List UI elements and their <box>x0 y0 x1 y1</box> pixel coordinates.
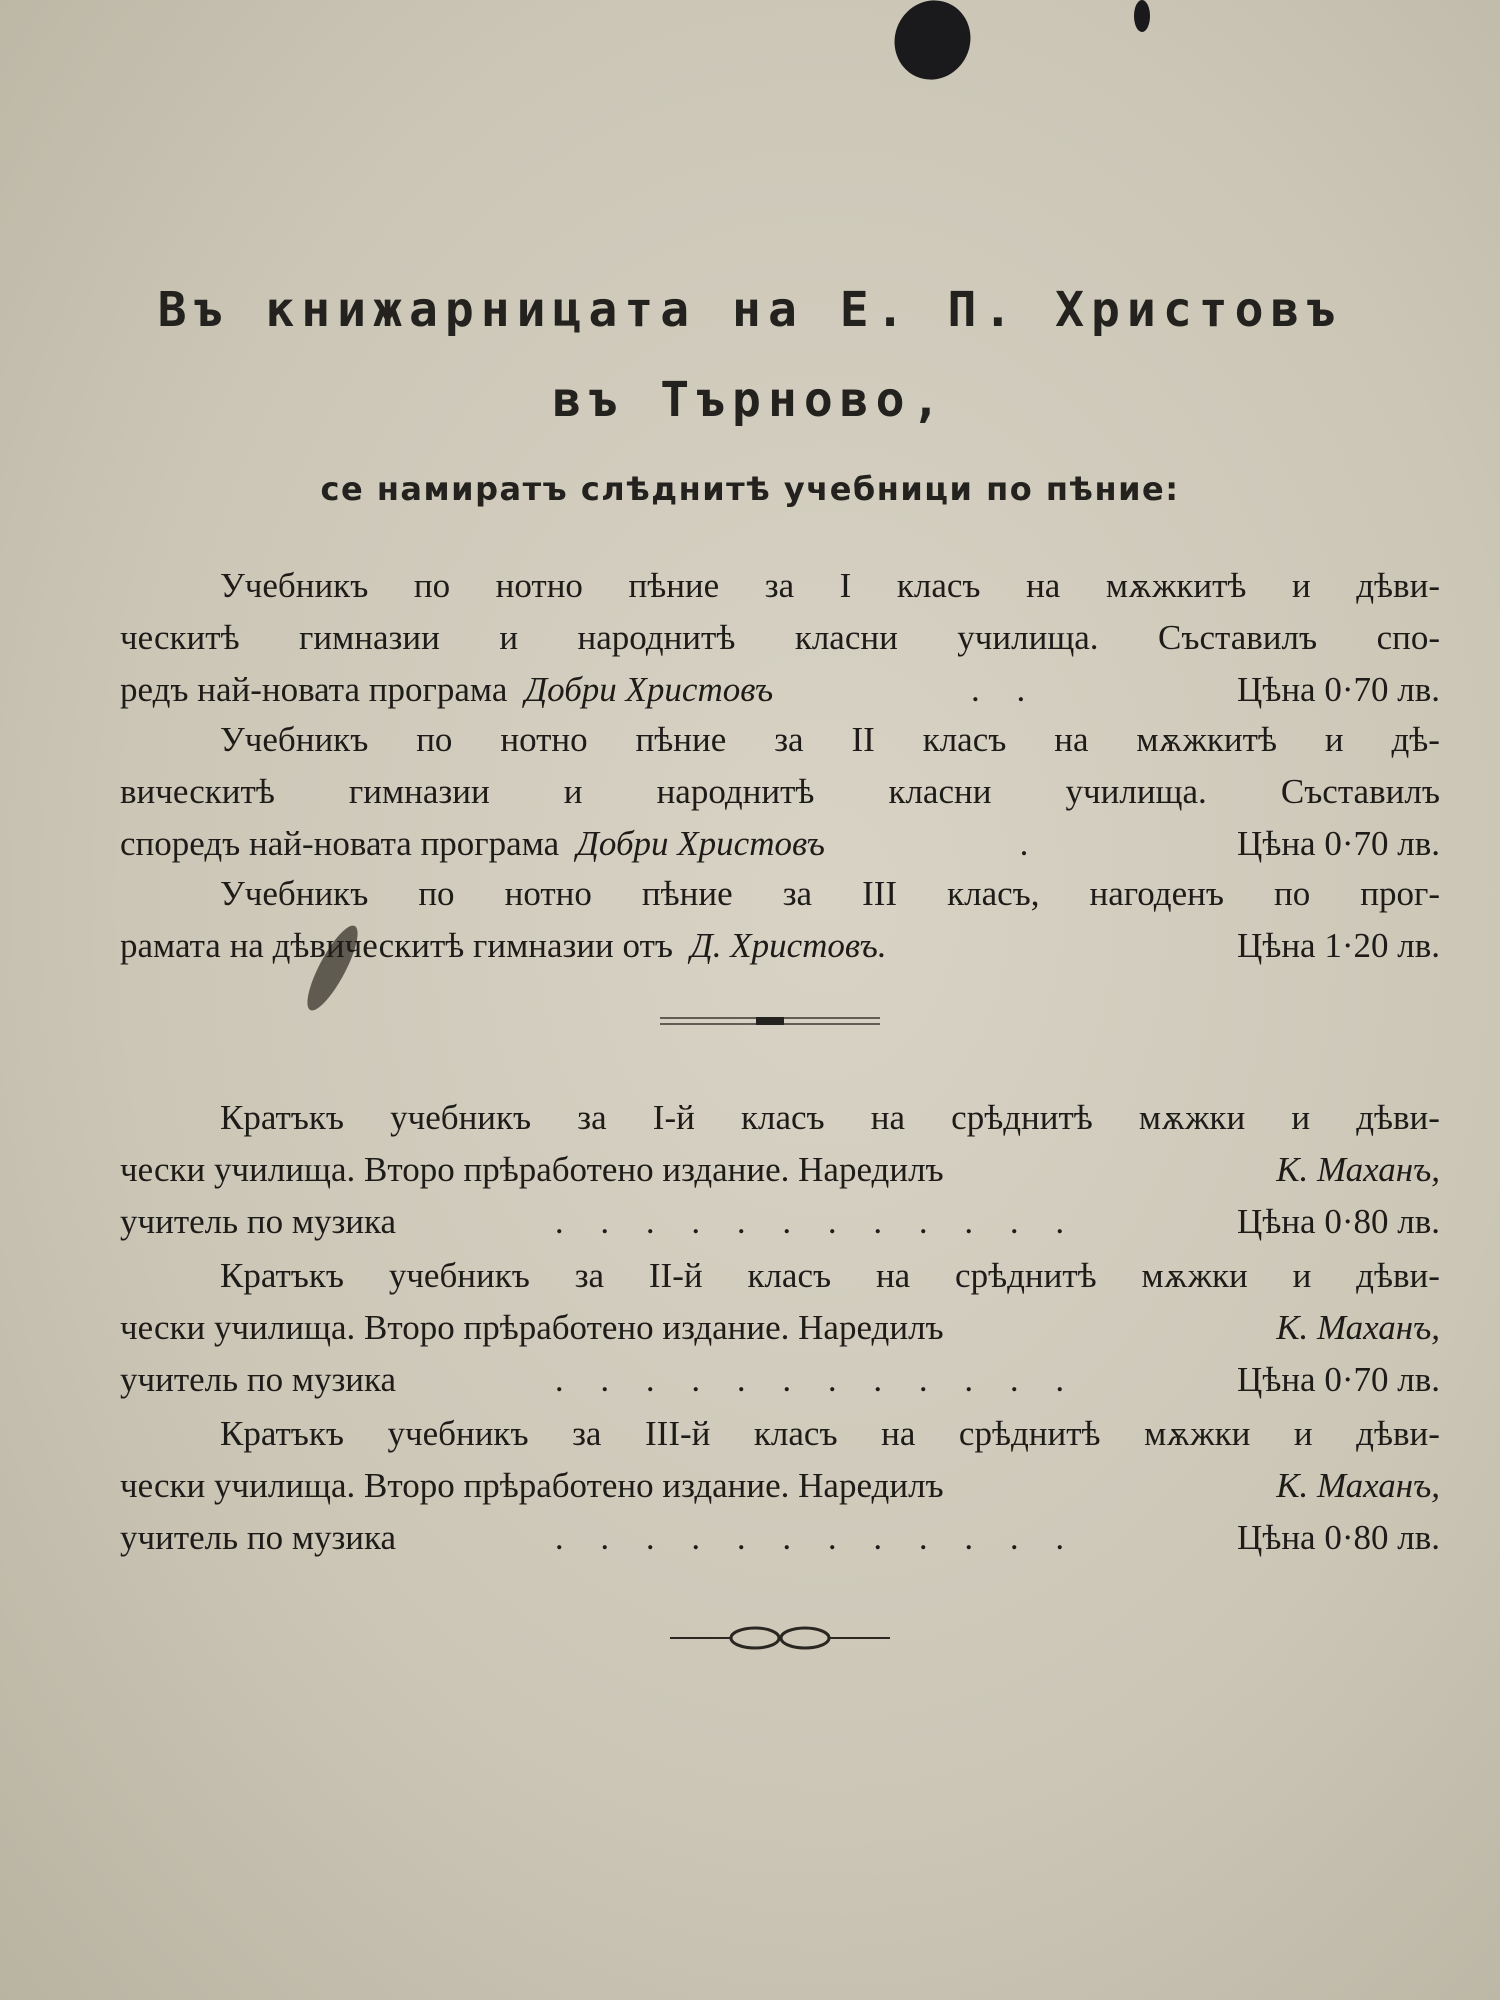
price: Цѣна 1·20 лв. <box>1237 926 1440 965</box>
word: мѫжки <box>1144 1414 1251 1453</box>
author-name: К. Маханъ, <box>1276 1308 1440 1347</box>
entry-text: чески училища. Второ прѣработено издание. Наредилъ <box>120 1150 944 1189</box>
word: класъ <box>896 566 981 605</box>
word: класъ <box>753 1414 838 1453</box>
word: за <box>782 874 813 913</box>
book-entry <box>120 560 1440 716</box>
word: дѣви- <box>1356 1098 1440 1137</box>
word: класъ <box>922 720 1007 759</box>
word: пѣние <box>635 720 727 759</box>
word: срѣднитѣ <box>951 1098 1093 1137</box>
word: мѫжкитѣ <box>1136 720 1277 759</box>
entry-line <box>120 714 1440 766</box>
entry-line <box>120 560 1440 612</box>
word: за <box>574 1256 605 1295</box>
word: нотно <box>500 720 588 759</box>
word: учебникъ <box>388 1256 530 1295</box>
entry-text: рамата на дѣвическитѣ гимназии отъ <box>120 926 673 965</box>
word: III-й <box>645 1414 711 1453</box>
book-entry <box>120 1250 1440 1406</box>
word: пѣние <box>641 874 733 913</box>
word: народнитѣ <box>577 618 736 657</box>
word: и <box>1292 1256 1312 1295</box>
leader-dots: . . . . . . . . . . . . <box>554 1518 1079 1557</box>
book-entry <box>120 1092 1440 1248</box>
word: училища. <box>957 618 1099 657</box>
leader-dots: . . . . . . . . . . . . <box>554 1360 1079 1399</box>
word: Съставилъ <box>1280 772 1440 811</box>
word: I <box>839 566 852 605</box>
entry-text: учитель по музика <box>120 1202 397 1241</box>
book-entry <box>120 868 1440 972</box>
entry-text: учитель по музика <box>120 1360 397 1399</box>
word: пѣние <box>628 566 720 605</box>
book-entry <box>120 714 1440 870</box>
price: Цѣна 0·70 лв. <box>1237 670 1440 709</box>
word: II-й <box>648 1256 703 1295</box>
entry-line <box>120 766 1440 818</box>
word: по <box>418 874 455 913</box>
price: Цѣна 0·80 лв. <box>1237 1202 1440 1241</box>
word: прог- <box>1360 874 1440 913</box>
word: срѣднитѣ <box>955 1256 1097 1295</box>
word: II <box>851 720 875 759</box>
word: класни <box>888 772 992 811</box>
entry-line <box>120 1408 1440 1460</box>
entry-text: чески училища. Второ прѣработено издание. Наредилъ <box>120 1308 944 1347</box>
leader-dots: . . <box>970 670 1040 709</box>
ink-stain-top-small <box>1134 0 1150 32</box>
word: мѫжкитѣ <box>1105 566 1247 605</box>
entry-text: споредъ най-новата програма <box>120 824 560 863</box>
header-subtitle: въ Търново, <box>552 372 948 428</box>
entry-line <box>120 1196 1440 1248</box>
word: народнитѣ <box>656 772 815 811</box>
word: Учебникъ <box>220 566 369 605</box>
entry-line <box>120 1092 1440 1144</box>
author-name: Добри Христовъ <box>576 824 825 863</box>
word: класни <box>794 618 898 657</box>
author-name: Д. Христовъ. <box>690 926 887 965</box>
entry-line <box>120 818 1440 870</box>
word: за <box>774 720 804 759</box>
word: на <box>870 1098 906 1137</box>
word: Кратъкъ <box>220 1256 344 1295</box>
word: и <box>1291 1098 1311 1137</box>
word: дѣви- <box>1356 1414 1440 1453</box>
word: и <box>563 772 583 811</box>
entry-line <box>120 920 1440 972</box>
ink-stain-top <box>882 0 984 92</box>
word: на <box>881 1414 916 1453</box>
word: III <box>862 874 898 913</box>
book-entry <box>120 1408 1440 1564</box>
word: дѣви- <box>1356 566 1440 605</box>
leader-dots: . . . . . . . . . . . . <box>554 1202 1079 1241</box>
leader-dots: . <box>1019 824 1043 863</box>
entry-line <box>120 1250 1440 1302</box>
entry-text: учитель по музика <box>120 1518 397 1557</box>
header-title: Въ книжарницата на Е. П. Христовъ <box>157 282 1343 338</box>
word: и <box>499 618 519 657</box>
word: спо- <box>1376 618 1440 657</box>
entry-text: редъ най-новата програма <box>120 670 508 709</box>
word: Съставилъ <box>1158 618 1318 657</box>
word: и <box>1293 1414 1313 1453</box>
author-name: Добри Христовъ <box>524 670 774 709</box>
author-name: К. Маханъ, <box>1276 1150 1440 1189</box>
word: гимназии <box>348 772 490 811</box>
word: за <box>577 1098 607 1137</box>
entry-line <box>120 1460 1440 1512</box>
word: учебникъ <box>390 1098 532 1137</box>
word: I-й <box>652 1098 695 1137</box>
entry-line <box>120 1354 1440 1406</box>
word: и <box>1291 566 1311 605</box>
author-name: К. Маханъ, <box>1276 1466 1440 1505</box>
word: мѫжки <box>1141 1256 1248 1295</box>
word: за <box>764 566 795 605</box>
word: срѣднитѣ <box>958 1414 1101 1453</box>
word: на <box>1054 720 1089 759</box>
word: класъ <box>740 1098 825 1137</box>
entry-line <box>120 1302 1440 1354</box>
word: училища. <box>1065 772 1207 811</box>
entry-text: чески училища. Второ прѣработено издание. Наредилъ <box>120 1466 944 1505</box>
word: вическитѣ <box>120 772 275 811</box>
entry-line <box>120 664 1440 716</box>
word: Кратъкъ <box>220 1098 344 1137</box>
word: на <box>1026 566 1061 605</box>
word: и <box>1324 720 1344 759</box>
word: на <box>875 1256 911 1295</box>
word: мѫжки <box>1138 1098 1246 1137</box>
word: учебникъ <box>387 1414 529 1453</box>
entry-line <box>120 1144 1440 1196</box>
word: дѣ- <box>1391 720 1440 759</box>
word: по <box>1273 874 1311 913</box>
price: Цѣна 0·80 лв. <box>1237 1518 1440 1557</box>
word: Учебникъ <box>220 874 369 913</box>
word: Учебникъ <box>220 720 369 759</box>
price: Цѣна 0·70 лв. <box>1237 824 1440 863</box>
price: Цѣна 0·70 лв. <box>1237 1360 1440 1399</box>
word: нотно <box>504 874 592 913</box>
word: нотно <box>495 566 583 605</box>
word: по <box>413 566 451 605</box>
word: Кратъкъ <box>220 1414 344 1453</box>
word: ческитѣ <box>120 618 240 657</box>
word: дѣви- <box>1356 1256 1440 1295</box>
word: за <box>572 1414 602 1453</box>
ornament-divider-rule <box>660 1014 880 1028</box>
word: нагоденъ <box>1089 874 1224 913</box>
word: класъ, <box>947 874 1040 913</box>
entry-line <box>120 868 1440 920</box>
header-intro: се намиратъ слѣднитѣ учебници по пѣние: <box>320 470 1180 508</box>
word: по <box>416 720 453 759</box>
word: класъ <box>747 1256 832 1295</box>
entry-line <box>120 1512 1440 1564</box>
word: гимназии <box>299 618 440 657</box>
ornament-divider-loops <box>670 1623 890 1653</box>
entry-line <box>120 612 1440 664</box>
